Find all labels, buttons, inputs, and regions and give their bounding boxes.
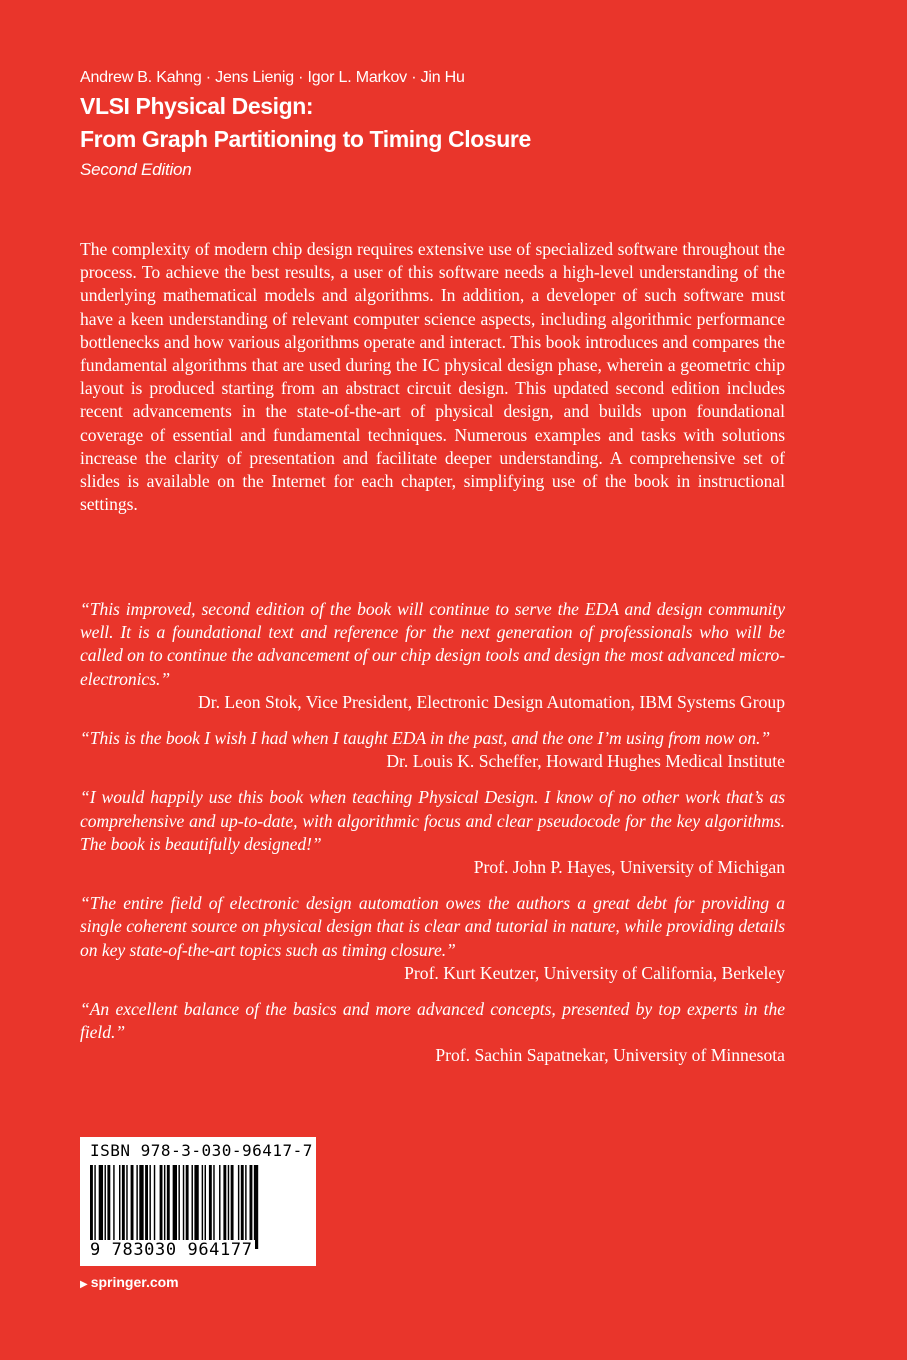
title-line-2: From Graph Partitioning to Timing Closure <box>80 126 531 152</box>
barcode-stripe <box>209 1165 212 1249</box>
barcode-stripe <box>186 1165 189 1249</box>
publisher-url: springer.com <box>90 1274 179 1290</box>
barcode-stripe <box>194 1165 198 1249</box>
edition: Second Edition <box>80 160 192 179</box>
barcode-stripe <box>164 1165 165 1249</box>
barcode-stripe <box>99 1165 103 1249</box>
barcode-stripe <box>149 1165 150 1249</box>
endorsement <box>80 598 785 714</box>
barcode-stripe <box>183 1165 184 1249</box>
barcode-stripe <box>105 1165 106 1249</box>
barcode-bars <box>90 1165 304 1249</box>
barcode-stripe <box>94 1165 95 1249</box>
barcode-stripe <box>178 1165 179 1249</box>
barcode-stripe <box>245 1165 246 1249</box>
barcode-stripe <box>228 1165 229 1249</box>
barcode-stripe <box>238 1165 239 1249</box>
barcode-stripe <box>202 1165 203 1249</box>
isbn-label: ISBN 978-3-030-96417-7 <box>90 1141 313 1160</box>
publisher-link[interactable] <box>80 1273 179 1294</box>
endorsement <box>80 892 785 985</box>
barcode-stripe <box>231 1165 234 1249</box>
quote-text: “The entire field of electronic design automation owes the authors a great debt for providing a single coherent source on physical design that is clear and tutorial in nature, while providing details on key state-of-the-art topics such as timing closure.” <box>80 893 785 960</box>
barcode-stripe <box>192 1165 193 1249</box>
barcode-stripe <box>126 1165 127 1249</box>
quote-source: Prof. Kurt Keutzer, University of California, Berkeley <box>404 962 785 983</box>
quote-source: Prof. Sachin Sapatnekar, University of Minnesota <box>435 1045 785 1066</box>
barcode-stripe <box>219 1165 220 1249</box>
quote-source: Prof. John P. Hayes, University of Michigan <box>473 857 785 878</box>
book-title <box>80 90 840 156</box>
barcode-stripe <box>223 1165 226 1249</box>
description-text: The complexity of modern chip design requires extensive use of specialized software throughout the process. To achieve the best results, a user of this software needs a high-level understanding of the underlying mathematical models and algorithms. In addition, a developer of such software must have a keen understanding of relevant computer science aspects, including algorithmic performance bottlenecks and how various algorithms operate and interact. This book introduces and compares the fundamental algorithms that are used during the IC physical design phase, wherein a geometric chip layout is produced starting from an abstract circuit design. This updated second edition includes recent advancements in the state-of-the-art of physical design, and builds upon foundational coverage of essential and fundamental techniques. Numerous examples and tasks with solutions increase the clarity of presentation and facilitate deeper understanding. A comprehensive set of slides is available on the Internet for each chapter, simplifying use of the book in instructional settings. <box>80 239 785 515</box>
barcode-stripe <box>136 1165 137 1249</box>
title-line-1: VLSI Physical Design: <box>80 93 314 119</box>
endorsement <box>80 786 785 879</box>
book-description <box>80 238 785 516</box>
barcode-stripe <box>90 1165 93 1249</box>
barcode-stripe <box>160 1165 163 1249</box>
barcode-stripe <box>241 1165 244 1249</box>
barcode-stripe <box>119 1165 120 1249</box>
endorsement <box>80 727 785 773</box>
endorsement <box>80 998 785 1068</box>
barcode-stripe <box>254 1165 258 1249</box>
quote-text: “This is the book I wish I had when I taught EDA in the past, and the one I’m using from now on.” <box>80 728 771 749</box>
quote-text: “I would happily use this book when teaching Physical Design. I know of no other work that’s as comprehensive and up-to-date, with algorithmic focus and clear pseudocode for the key algorithms. The book is beautifully designed!” <box>80 787 785 854</box>
barcode-stripe <box>250 1165 253 1249</box>
authors: Andrew B. Kahng · Jens Lienig · Igor L. Markov · Jin Hu <box>80 69 465 86</box>
barcode-stripe <box>213 1165 214 1249</box>
barcode-stripe <box>107 1165 110 1249</box>
barcode-stripe <box>145 1165 148 1249</box>
quote-text: “An excellent balance of the basics and more advanced concepts, presented by top experts in the field.” <box>80 999 785 1043</box>
barcode-stripe <box>167 1165 170 1249</box>
ean-digits: 9 783030 964177 <box>90 1240 253 1260</box>
endorsements <box>80 598 785 1081</box>
barcode-stripe <box>205 1165 206 1249</box>
barcode-stripe <box>122 1165 125 1249</box>
barcode-stripe <box>173 1165 177 1249</box>
barcode-stripe <box>113 1165 114 1249</box>
barcode-stripe <box>139 1165 143 1249</box>
triangle-right-icon: ▶ <box>80 1279 88 1290</box>
cover-header <box>80 66 840 183</box>
quote-text: “This improved, second edition of the book will continue to serve the EDA and design community well. It is a foundational text and reference for the next generation of professionals who will be called on to continue the advancement of our chip design tools and design the most advanced micro-electronics.” <box>80 599 785 689</box>
barcode-stripe <box>154 1165 155 1249</box>
barcode-stripe <box>131 1165 134 1249</box>
isbn-barcode <box>80 1137 316 1266</box>
quote-source: Dr. Leon Stok, Vice President, Electronic Design Automation, IBM Systems Group <box>198 691 785 712</box>
quote-source: Dr. Louis K. Scheffer, Howard Hughes Medical Institute <box>386 751 785 772</box>
